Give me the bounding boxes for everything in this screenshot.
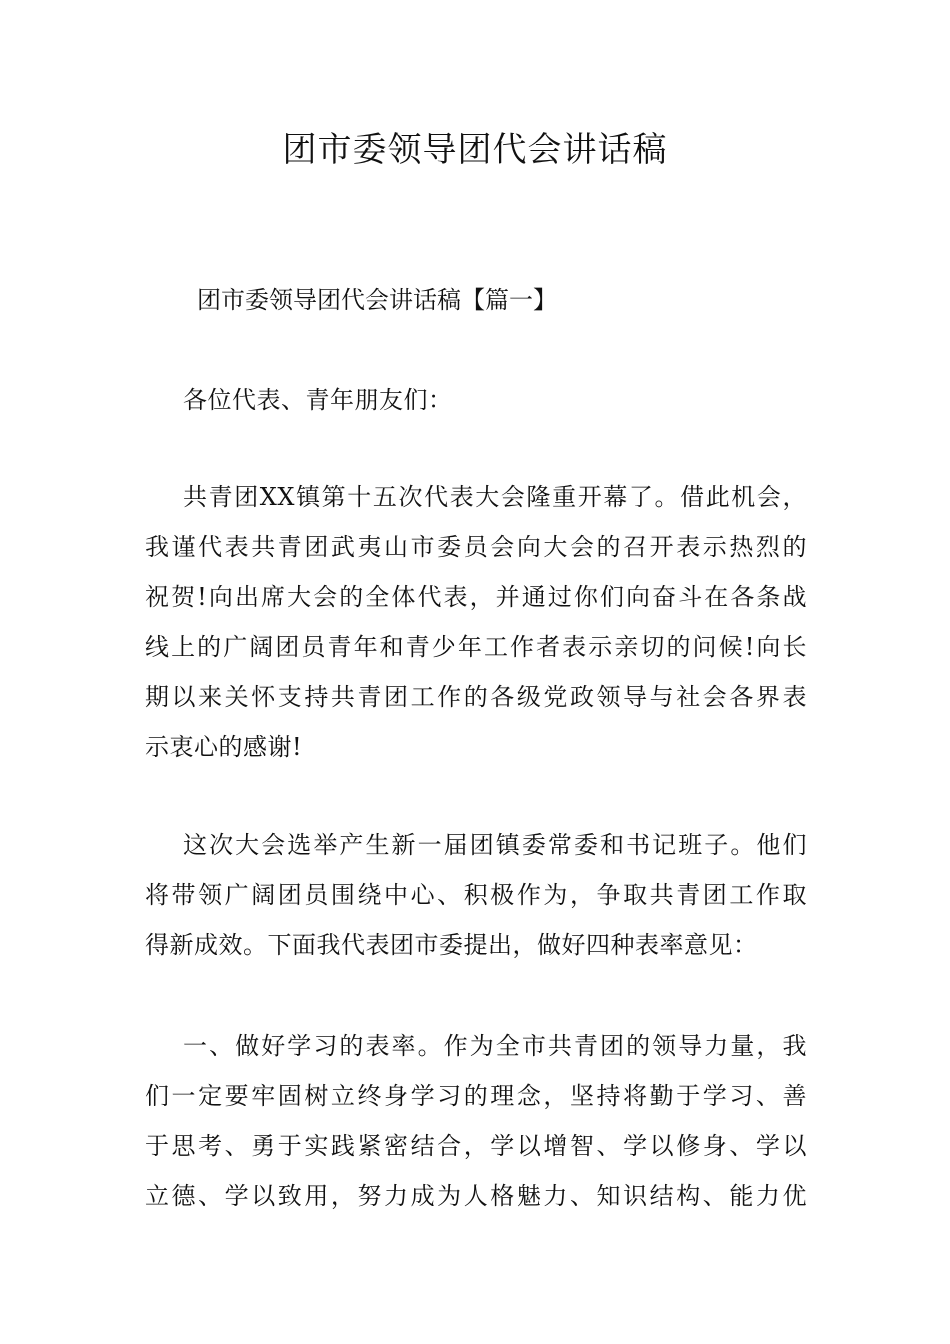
greeting-paragraph xyxy=(145,375,807,425)
section-subtitle: 团市委领导团代会讲话稿【篇一】 xyxy=(197,286,557,314)
document-title: 团市委领导团代会讲话稿 xyxy=(282,130,668,170)
paragraph-line: 一、做好学习的表率。作为全市共青团的领导力量，我 xyxy=(183,1032,807,1060)
body-paragraph-3 xyxy=(145,1021,807,1221)
paragraph-line: 于思考、勇于实践紧密结合，学以增智、学以修身、学以 xyxy=(145,1132,807,1160)
paragraph-line: 这次大会选举产生新一届团镇委常委和书记班子。他们 xyxy=(183,831,807,859)
paragraph-line: 祝贺!向出席大会的全体代表，并通过你们向奋斗在各条战 xyxy=(145,583,807,611)
paragraph-line: 将带领广阔团员围绕中心、积极作为，争取共青团工作取 xyxy=(145,881,807,909)
paragraph-line: 期以来关怀支持共青团工作的各级党政领导与社会各界表 xyxy=(145,683,807,711)
paragraph-line: 得新成效。下面我代表团市委提出，做好四种表率意见： xyxy=(145,931,758,959)
paragraph-line: 们一定要牢固树立终身学习的理念，坚持将勤于学习、善 xyxy=(145,1082,807,1110)
paragraph-line: 立德、学以致用，努力成为人格魅力、知识结构、能力优 xyxy=(145,1182,807,1210)
greeting-line: 各位代表、青年朋友们： xyxy=(183,386,453,414)
paragraph-line: 示衷心的感谢! xyxy=(145,733,303,761)
paragraph-line: 共青团XX镇第十五次代表大会隆重开幕了。借此机会， xyxy=(183,483,807,511)
paragraph-line: 我谨代表共青团武夷山市委员会向大会的召开表示热烈的 xyxy=(145,533,807,561)
paragraph-line: 线上的广阔团员青年和青少年工作者表示亲切的问候!向长 xyxy=(145,633,807,661)
body-paragraph-1 xyxy=(145,472,807,772)
body-paragraph-2 xyxy=(145,820,807,970)
